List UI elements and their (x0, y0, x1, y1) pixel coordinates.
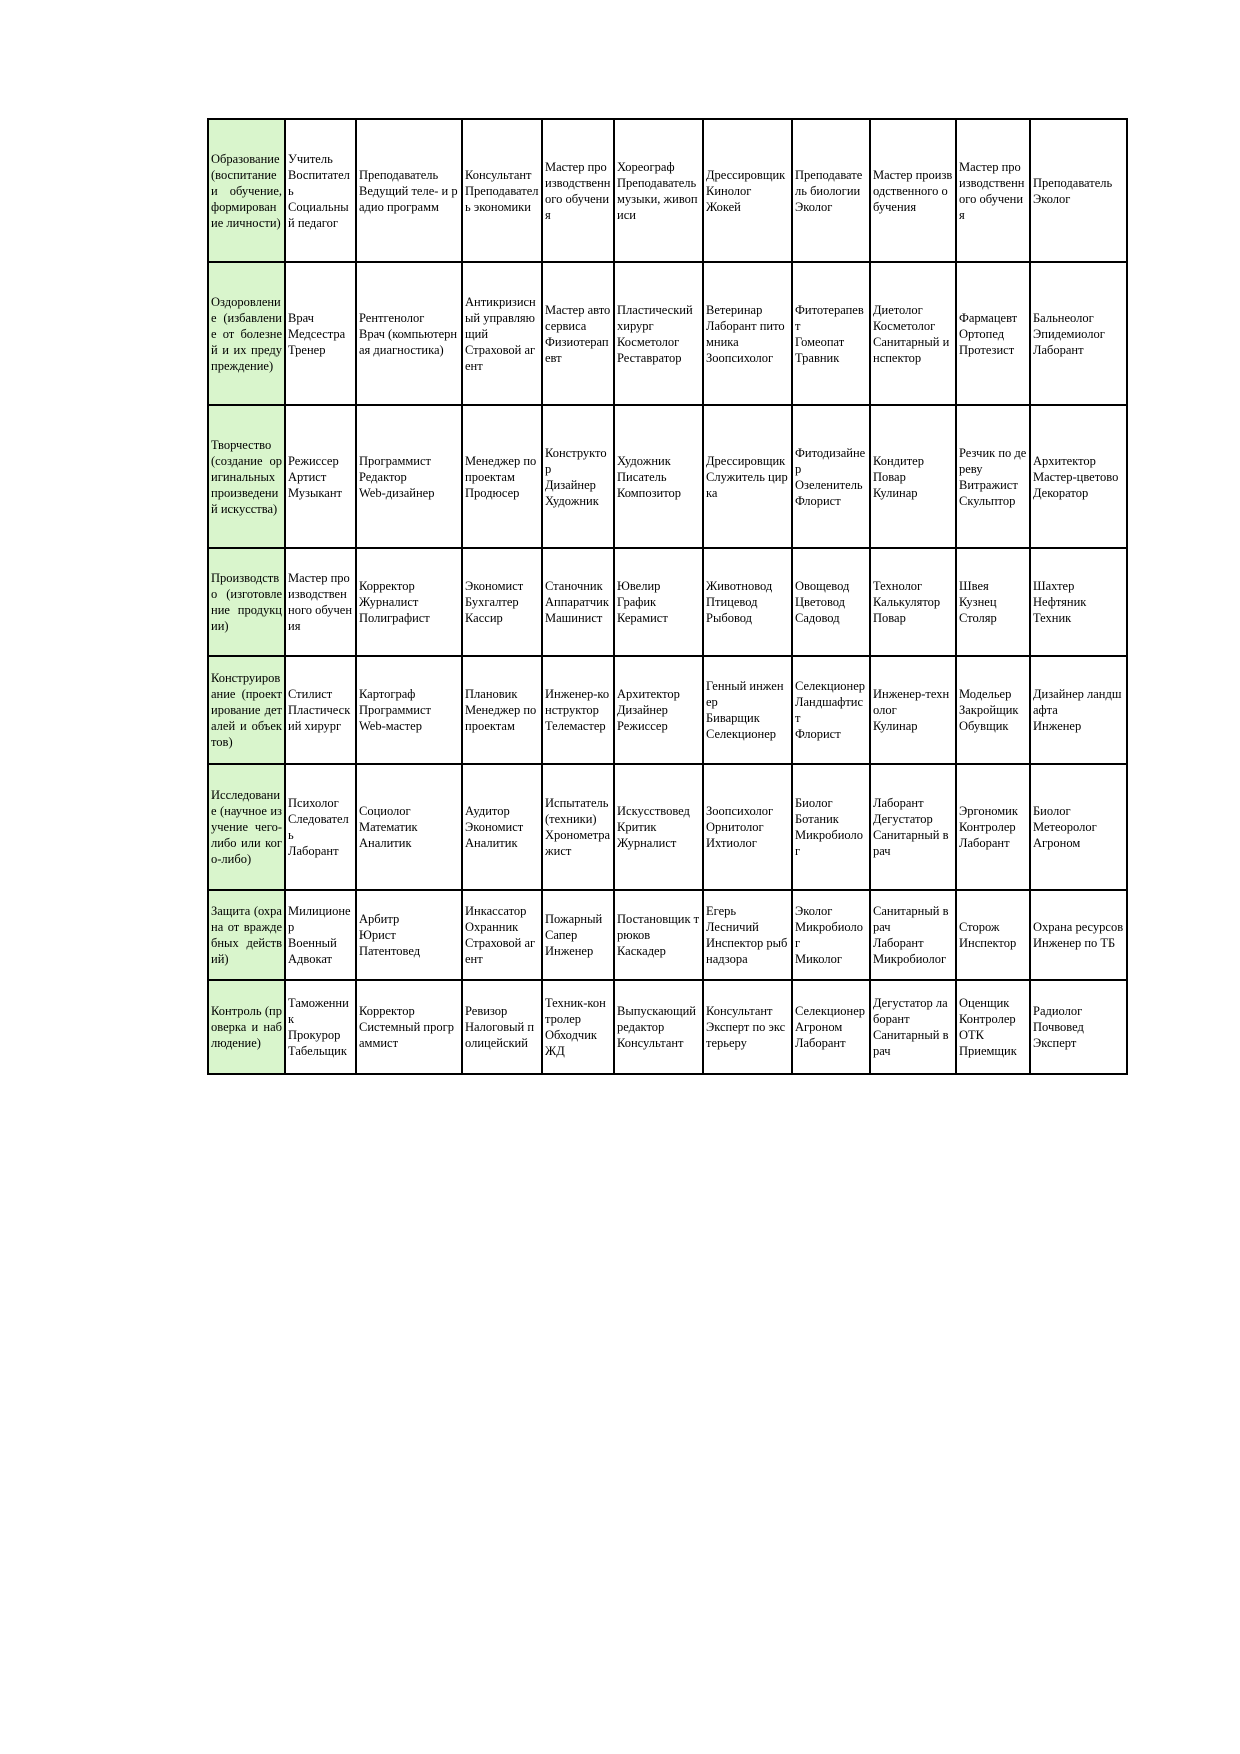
row-category-label: Оздоровление (избавление от болезней и их предупреждение) (211, 294, 282, 373)
cell-text: Консультант Эксперт по экстерьеру (706, 1004, 786, 1050)
cell-text: Селекционер Агроном Лаборант (795, 1004, 866, 1050)
cell-text: Генный инженер Биварщик Селекционер (706, 679, 784, 741)
table-cell (285, 764, 356, 890)
cell-text: Таможенник Прокурор Табельщик (288, 996, 349, 1058)
table-row (208, 262, 1127, 405)
row-category-cell (208, 405, 285, 548)
cell-text: Конструктор Дизайнер Художник (545, 445, 607, 508)
row-category-cell (208, 764, 285, 890)
cell-text: Овощевод Цветовод Садовод (795, 579, 850, 625)
row-category-cell (208, 548, 285, 656)
table-cell (792, 764, 870, 890)
table-row (208, 548, 1127, 656)
cell-text: Экономист Бухгалтер Кассир (465, 579, 524, 625)
cell-text: Эколог Микробиолог Миколог (795, 904, 863, 966)
table-cell (870, 980, 956, 1074)
cell-text: Инженер-технолог Кулинар (873, 687, 950, 733)
cell-text: Ветеринар Лаборант питомника Зоопсихолог (706, 302, 785, 365)
cell-text: Архитектор Мастер-цветово Декоратор (1033, 453, 1119, 500)
cell-text: Консультант Преподаватель экономики (465, 167, 539, 214)
table-cell (542, 262, 614, 405)
table-cell (285, 656, 356, 764)
cell-text: Рентгенолог Врач (компьютерная диагностика) (359, 310, 458, 357)
table-cell (703, 890, 792, 980)
cell-text: Фармацевт Ортопед Протезист (959, 310, 1018, 357)
table-cell (870, 890, 956, 980)
table-cell (956, 980, 1030, 1074)
table-cell (542, 764, 614, 890)
table-cell (792, 262, 870, 405)
table-cell (542, 548, 614, 656)
table-cell (956, 890, 1030, 980)
cell-text: Мастер авто сервиса Физиотерапевт (545, 302, 611, 365)
table-row (208, 890, 1127, 980)
table-cell (462, 890, 542, 980)
table-cell (870, 119, 956, 262)
cell-text: Постановщик трюков Каскадер (617, 912, 700, 958)
row-category-label: Творчество (создание оригинальных произведений искусства) (211, 437, 282, 516)
table-row (208, 656, 1127, 764)
cell-text: Врач Медсестра Тренер (288, 310, 346, 357)
table-cell (703, 405, 792, 548)
cell-text: Оценщик Контролер ОТК Приемщик (959, 996, 1017, 1058)
cell-text: Инженер-конструктор Телемастер (545, 687, 610, 733)
cell-text: Шахтер Нефтяник Техник (1033, 579, 1087, 625)
table-cell (356, 405, 462, 548)
table-cell (356, 980, 462, 1074)
cell-text: Дизайнер ландшафта Инженер (1033, 687, 1122, 733)
table-cell (542, 980, 614, 1074)
table-cell (542, 890, 614, 980)
table-cell (462, 119, 542, 262)
row-category-cell (208, 890, 285, 980)
cell-text: Ревизор Налоговый полицейский (465, 1004, 535, 1050)
cell-text: Кондитер Повар Кулинар (873, 453, 924, 500)
cell-text: Радиолог Почвовед Эксперт (1033, 1004, 1084, 1050)
table-cell (614, 890, 703, 980)
row-category-label: Контроль (проверка и наблюдение) (211, 1004, 282, 1050)
table-cell (285, 548, 356, 656)
table-cell (703, 262, 792, 405)
table-row (208, 980, 1127, 1074)
cell-text: Животновод Птицевод Рыбовод (706, 579, 773, 625)
cell-text: Антикризисный управляющий Страховой агент (465, 294, 536, 373)
table-cell (356, 548, 462, 656)
cell-text: Преподаватель биологии Эколог (795, 167, 863, 214)
cell-text: Станочник Аппаратчик Машинист (545, 579, 609, 625)
cell-text: Дрессировщик Служитель цирка (706, 453, 788, 500)
row-category-cell (208, 656, 285, 764)
table-cell (1030, 764, 1127, 890)
table-row (208, 119, 1127, 262)
table-cell (356, 890, 462, 980)
table-cell (462, 405, 542, 548)
table-cell (542, 405, 614, 548)
table-cell (356, 262, 462, 405)
table-cell (870, 262, 956, 405)
cell-text: Техник-контролер Обходчик ЖД (545, 996, 606, 1058)
cell-text: Учитель Воспитатель Социальный педагог (288, 151, 350, 230)
table-cell (1030, 405, 1127, 548)
table-cell (356, 656, 462, 764)
cell-text: Эргономик Контролер Лаборант (959, 804, 1018, 850)
table-cell (462, 764, 542, 890)
table-cell (956, 656, 1030, 764)
cell-text: Корректор Системный программист (359, 1004, 454, 1050)
row-category-label: Образование (воспитание и обучение, формирование личности) (211, 151, 282, 230)
table-cell (1030, 890, 1127, 980)
cell-text: Архитектор Дизайнер Режиссер (617, 687, 680, 733)
table-cell (1030, 980, 1127, 1074)
cell-text: Выпускающий редактор Консультант (617, 1004, 696, 1050)
cell-text: Санитарный врач Лаборант Микробиолог (873, 904, 949, 966)
table-cell (703, 980, 792, 1074)
cell-text: Лаборант Дегустатор Санитарный врач (873, 796, 949, 858)
cell-text: Инкассатор Охранник Страховой агент (465, 904, 536, 966)
cell-text: Социолог Математик Аналитик (359, 804, 418, 850)
table-cell (792, 548, 870, 656)
row-category-label: Защита (охрана от враждебных действий) (211, 904, 282, 966)
table-cell (792, 980, 870, 1074)
table-cell (1030, 656, 1127, 764)
table-row (208, 764, 1127, 890)
table-cell (703, 656, 792, 764)
cell-text: Селекционер Ландшафтист Флорист (795, 679, 866, 741)
table-cell (614, 119, 703, 262)
cell-text: Хореограф Преподаватель музыки, живописи (617, 159, 698, 222)
cell-text: Преподаватель Ведущий теле- и радио программ (359, 167, 458, 214)
cell-text: Мастер производственного обучения (545, 159, 611, 222)
cell-text: Модельер Закройщик Обувщик (959, 687, 1019, 733)
table-cell (614, 980, 703, 1074)
cell-text: Дегустатор лаборант Санитарный врач (873, 996, 949, 1058)
cell-text: Корректор Журналист Полиграфист (359, 579, 430, 625)
table-cell (956, 405, 1030, 548)
row-category-label: Исследование (научное изучение чего-либо или кого-либо) (211, 788, 282, 866)
table-cell (792, 119, 870, 262)
cell-text: Пожарный Сапер Инженер (545, 912, 603, 958)
table-cell (792, 890, 870, 980)
cell-text: Менеджер по проектам Продюсер (465, 453, 537, 500)
cell-text: Ювелир График Керамист (617, 579, 668, 625)
table-cell (356, 764, 462, 890)
table-cell (542, 656, 614, 764)
table-cell (614, 262, 703, 405)
cell-text: Сторож Инспектор (959, 920, 1017, 950)
table-cell (703, 548, 792, 656)
table-cell (956, 764, 1030, 890)
table-cell (956, 119, 1030, 262)
table-cell (614, 656, 703, 764)
cell-text: Пластический хирург Косметолог Реставратор (617, 302, 693, 365)
cell-text: Егерь Лесничий Инспектор рыбнадзора (706, 904, 788, 966)
cell-text: Психолог Следователь Лаборант (288, 796, 349, 858)
cell-text: Мастер производственного обучения (288, 571, 353, 633)
cell-text: Мастер производственного обучения (959, 159, 1025, 222)
row-category-label: Конструирование (проектирование деталей и объектов) (211, 671, 282, 749)
table-cell (614, 764, 703, 890)
table-cell (285, 980, 356, 1074)
cell-text: Плановик Менеджер по проектам (465, 687, 537, 733)
table-cell (614, 405, 703, 548)
table-row (208, 405, 1127, 548)
cell-text: Художник Писатель Композитор (617, 453, 682, 500)
table-cell (614, 548, 703, 656)
cell-text: Охрана ресурсов Инженер по ТБ (1033, 920, 1124, 950)
table-cell (462, 980, 542, 1074)
table-cell (285, 405, 356, 548)
cell-text: Бальнеолог Эпидемиолог Лаборант (1033, 310, 1105, 357)
row-category-cell (208, 262, 285, 405)
cell-text: Режиссер Артист Музыкант (288, 453, 342, 500)
cell-text: Технолог Калькулятор Повар (873, 579, 941, 625)
table-cell (285, 119, 356, 262)
row-category-cell (208, 119, 285, 262)
table-cell (1030, 548, 1127, 656)
table-cell (356, 119, 462, 262)
table-cell (1030, 262, 1127, 405)
cell-text: Резчик по дереву Витражист Скульптор (959, 445, 1027, 508)
cell-text: Милиционер Военный Адвокат (288, 904, 351, 966)
cell-text: Программист Редактор Web-дизайнер (359, 453, 435, 500)
table-cell (792, 656, 870, 764)
table-cell (285, 262, 356, 405)
table-cell (956, 262, 1030, 405)
cell-text: Искусствовед Критик Журналист (617, 804, 690, 850)
cell-text: Мастер производственного обучения (873, 167, 953, 214)
table-cell (870, 764, 956, 890)
table-cell (462, 656, 542, 764)
table-cell (956, 548, 1030, 656)
cell-text: Дрессировщик Кинолог Жокей (706, 167, 786, 214)
table-cell (703, 764, 792, 890)
table-cell (542, 119, 614, 262)
table-cell (462, 262, 542, 405)
table-cell (870, 548, 956, 656)
cell-text: Биолог Ботаник Микробиолог (795, 796, 863, 858)
table-body (208, 119, 1127, 1074)
row-category-cell (208, 980, 285, 1074)
table-cell (870, 405, 956, 548)
cell-text: Диетолог Косметолог Санитарный инспектор (873, 302, 950, 365)
table-cell (285, 890, 356, 980)
cell-text: Аудитор Экономист Аналитик (465, 804, 524, 850)
cell-text: Швея Кузнец Столяр (959, 579, 997, 625)
cell-text: Зоопсихолог Орнитолог Ихтиолог (706, 804, 774, 850)
table-cell (870, 656, 956, 764)
cell-text: Биолог Метеоролог Агроном (1033, 804, 1097, 850)
professions-table (207, 118, 1128, 1075)
cell-text: Фитодизайнер Озеленитель Флорист (795, 445, 866, 508)
table-cell (462, 548, 542, 656)
table-cell (792, 405, 870, 548)
table-cell (1030, 119, 1127, 262)
cell-text: Картограф Программист Web-мастер (359, 687, 431, 733)
cell-text: Испытатель (техники) Хронометражист (545, 796, 611, 858)
cell-text: Стилист Пластический хирург (288, 687, 351, 733)
cell-text: Преподаватель Эколог (1033, 175, 1113, 206)
table-cell (703, 119, 792, 262)
cell-text: Фитотерапевт Гомеопат Травник (795, 302, 864, 365)
row-category-label: Производство (изготовление продукции) (211, 571, 282, 633)
cell-text: Арбитр Юрист Патентовед (359, 912, 421, 958)
